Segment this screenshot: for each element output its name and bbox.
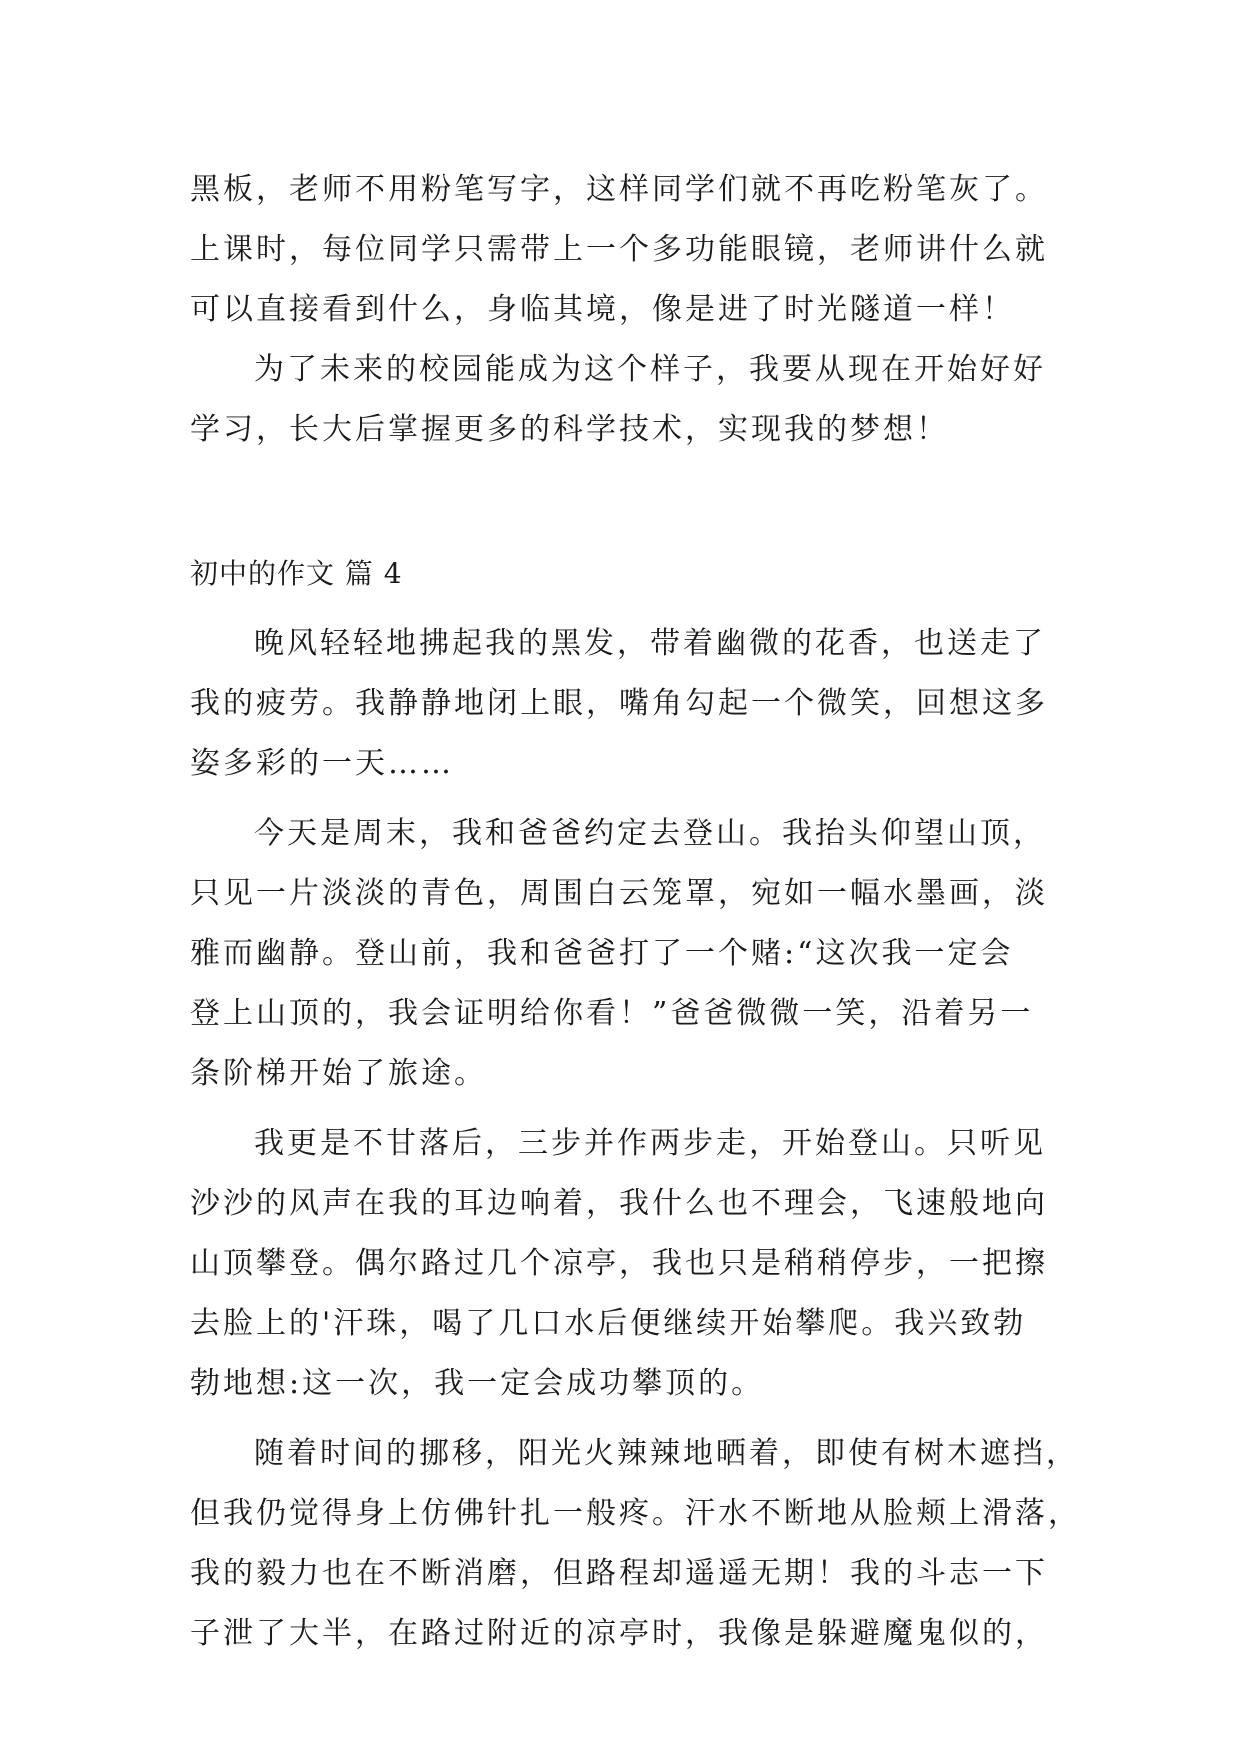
text-line: 上课时，每位同学只需带上一个多功能眼镜，老师讲什么就 xyxy=(190,232,1048,267)
text-line: 但我仍觉得身上仿佛针扎一般疼。汗水不断地从脸颊上滑落， xyxy=(190,1496,1081,1531)
paragraph-4 xyxy=(190,1424,1081,1664)
section-title: 初中的作文 篇 4 xyxy=(190,557,403,590)
paragraph-1 xyxy=(190,614,1070,794)
paragraph-top xyxy=(190,160,1070,340)
text-line: 随着时间的挪移，阳光火辣辣地晒着，即使有树木遮挡， xyxy=(254,1436,1079,1471)
text-line: 为了未来的校园能成为这个样子，我要从现在开始好好 xyxy=(254,352,1046,387)
text-line: 只见一片淡淡的青色，周围白云笼罩，宛如一幅水墨画，淡 xyxy=(190,876,1048,911)
text-line: 沙沙的风声在我的耳边响着，我什么也不理会，飞速般地向 xyxy=(190,1186,1048,1221)
text-line: 可以直接看到什么，身临其境，像是进了时光隧道一样！ xyxy=(190,292,1015,327)
text-line: 今天是周末，我和爸爸约定去登山。我抬头仰望山顶， xyxy=(254,816,1046,851)
text-line: 我更是不甘落后，三步并作两步走，开始登山。只听见 xyxy=(254,1126,1046,1161)
text-line: 晚风轻轻地拂起我的黑发，带着幽微的花香，也送走了 xyxy=(254,626,1046,661)
text-line: 黑板，老师不用粉笔写字，这样同学们就不再吃粉笔灰了。 xyxy=(190,172,1048,207)
text-line: 登上山顶的，我会证明给你看！”爸爸微微一笑，沿着另一 xyxy=(190,996,1034,1031)
text-line: 学习，长大后掌握更多的科学技术，实现我的梦想！ xyxy=(190,412,949,447)
text-line: 姿多彩的一天…… xyxy=(190,746,454,781)
text-line: 条阶梯开始了旅途。 xyxy=(190,1056,487,1091)
paragraph-3 xyxy=(190,1114,1070,1414)
text-line: 去脸上的'汗珠，喝了几口水后便继续开始攀爬。我兴致勃 xyxy=(190,1306,1027,1341)
text-line: 雅而幽静。登山前，我和爸爸打了一个赌:“这次我一定会 xyxy=(190,936,1014,971)
text-line: 子泄了大半，在路过附近的凉亭时，我像是躲避魔鬼似的， xyxy=(190,1616,1048,1651)
paragraph-2 xyxy=(190,804,1070,1104)
text-line: 勃地想:这一次，我一定会成功攀顶的。 xyxy=(190,1366,765,1401)
document-content xyxy=(190,160,1081,1664)
text-line: 我的毅力也在不断消磨，但路程却遥遥无期！我的斗志一下 xyxy=(190,1556,1048,1591)
paragraph-closing xyxy=(190,340,1070,460)
text-line: 山顶攀登。偶尔路过几个凉亭，我也只是稍稍停步，一把擦 xyxy=(190,1246,1048,1281)
text-line: 我的疲劳。我静静地闭上眼，嘴角勾起一个微笑，回想这多 xyxy=(190,686,1048,721)
